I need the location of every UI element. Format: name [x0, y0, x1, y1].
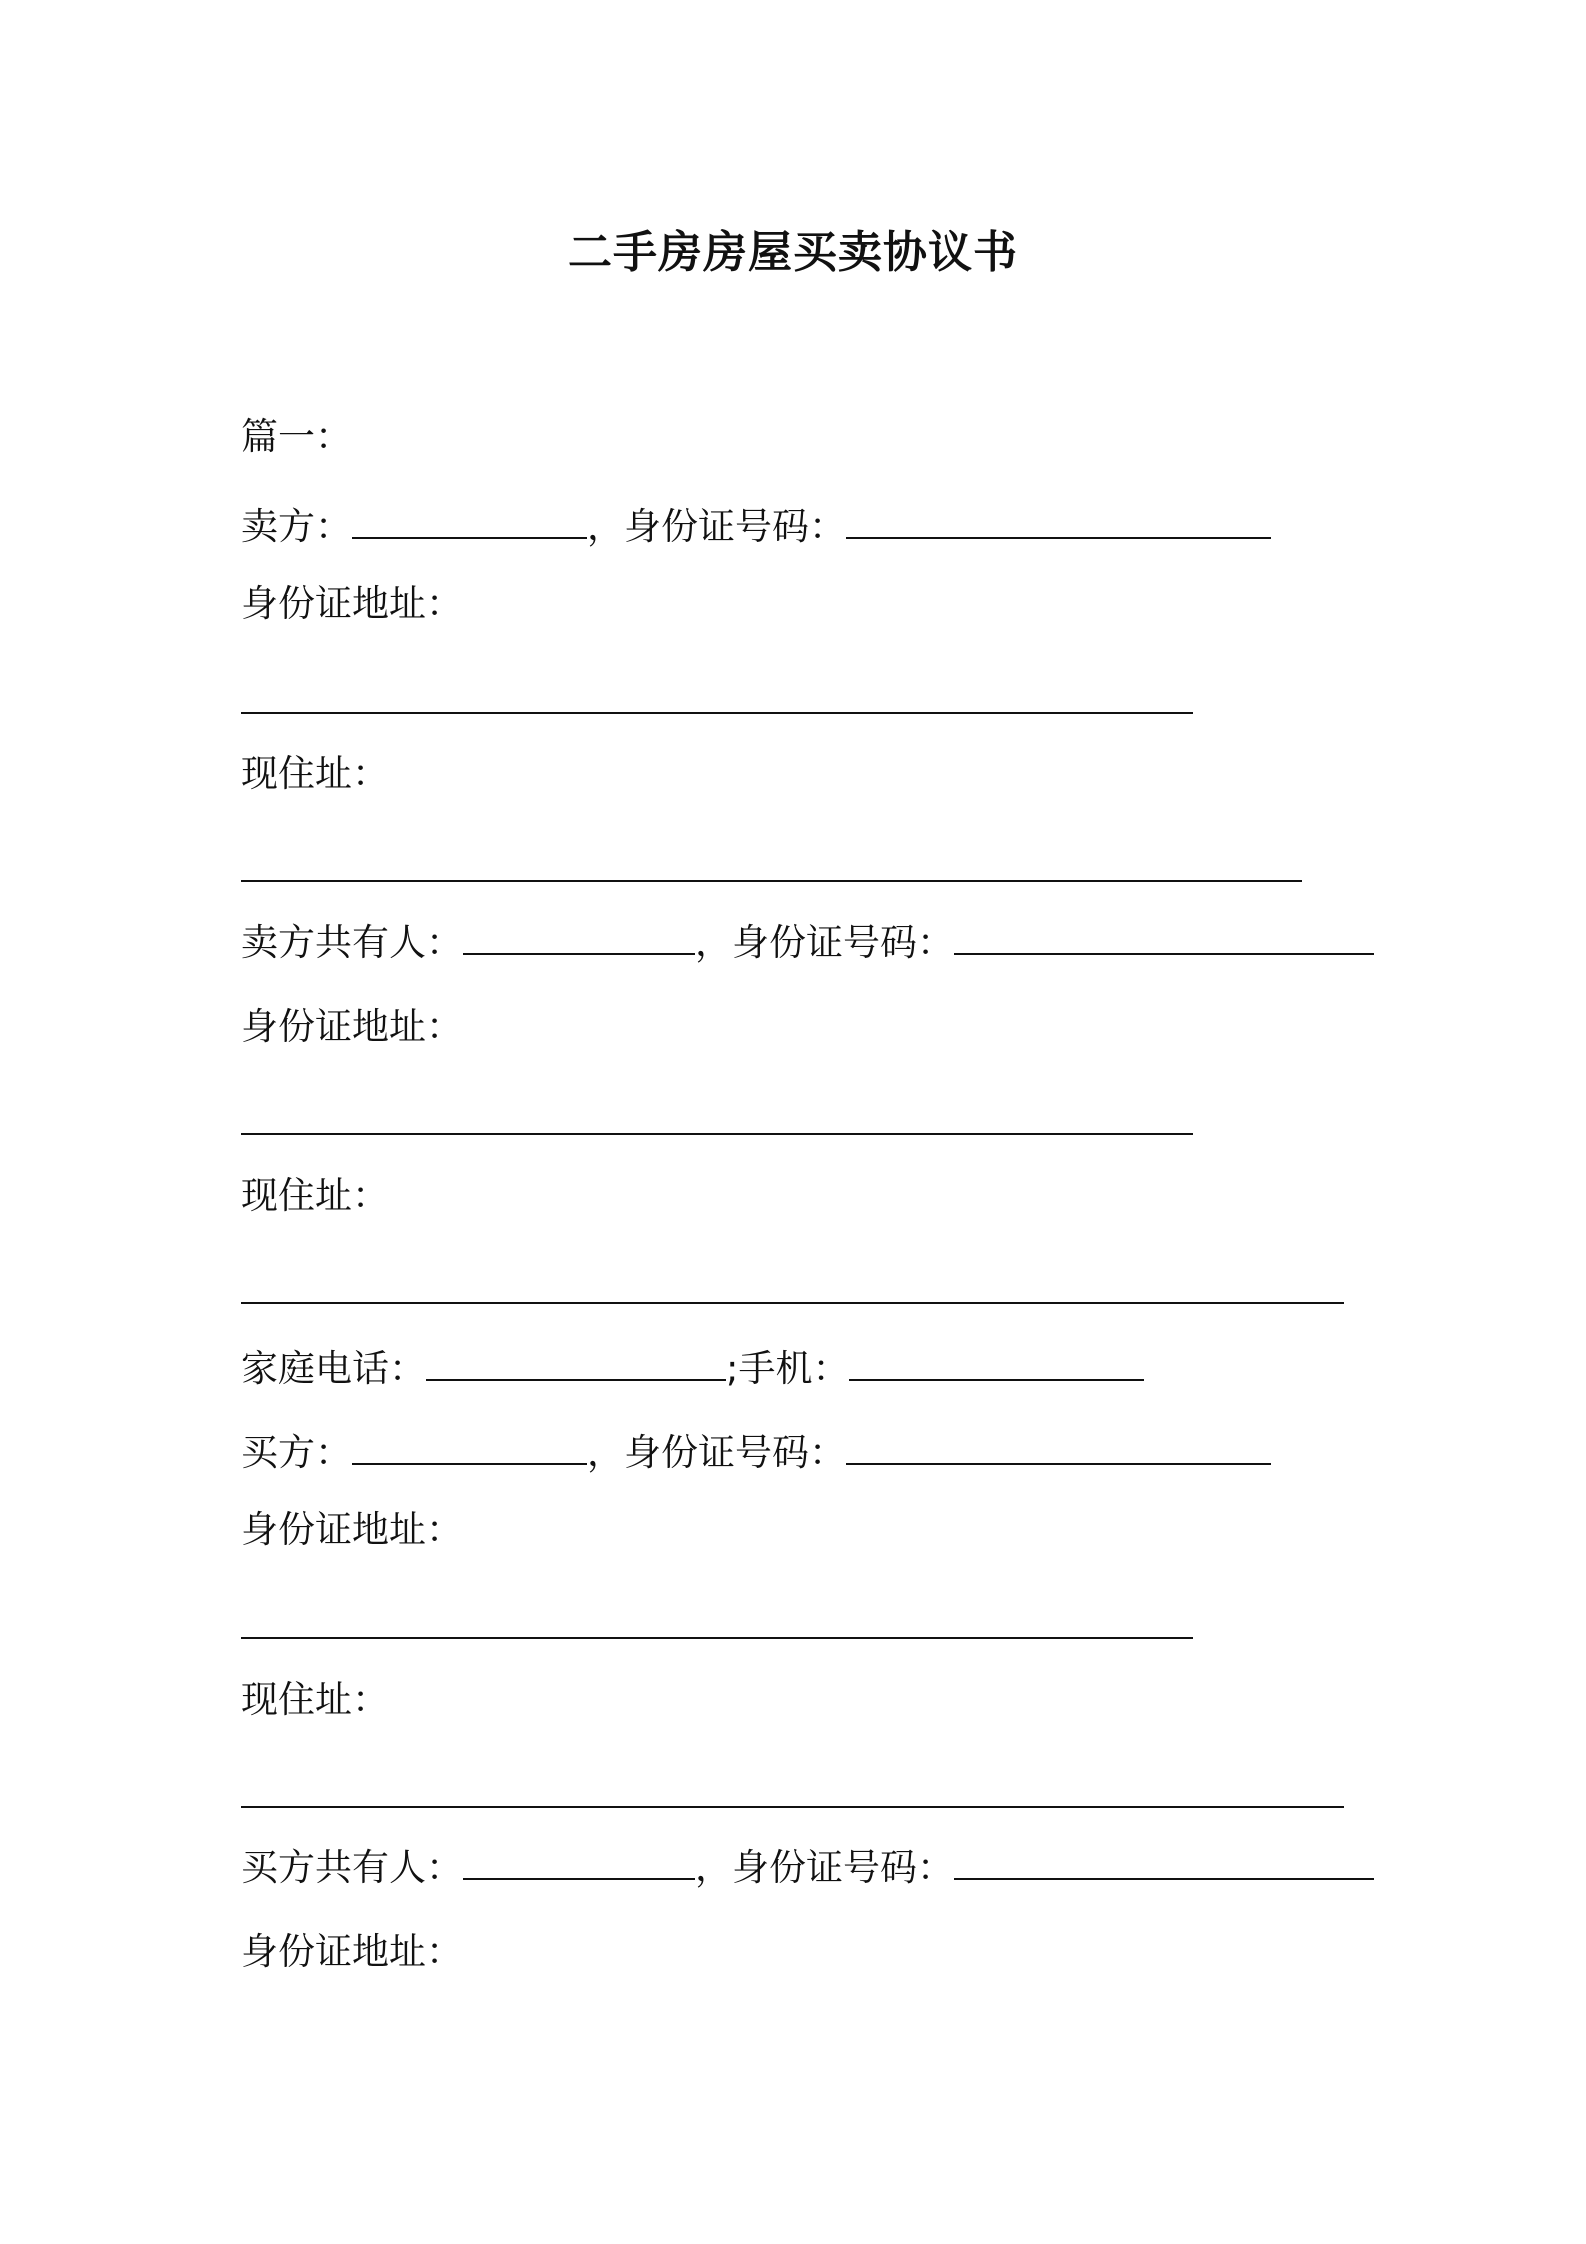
- seller-co-owner-line: [241, 918, 1374, 968]
- mobile-blank[interactable]: [849, 1345, 1144, 1381]
- document-title: 二手房房屋买卖协议书: [568, 227, 1018, 278]
- seller-co-owner-id-address-blank[interactable]: [241, 1133, 1193, 1135]
- buyer-line: [241, 1428, 1271, 1478]
- seller-current-address-blank[interactable]: [241, 880, 1302, 882]
- seller-id-label: ，身份证号码：: [587, 505, 846, 548]
- seller-co-owner-id-blank[interactable]: [954, 919, 1374, 955]
- buyer-name-blank[interactable]: [352, 1429, 587, 1465]
- buyer-co-owner-name-blank[interactable]: [463, 1844, 695, 1880]
- section-label: 篇一：: [241, 415, 352, 458]
- seller-id-address-label: 身份证地址：: [241, 582, 463, 625]
- seller-id-blank[interactable]: [846, 503, 1271, 539]
- home-phone-blank[interactable]: [426, 1345, 726, 1381]
- seller-co-owner-name-blank[interactable]: [463, 919, 695, 955]
- buyer-id-address-label: 身份证地址：: [241, 1508, 463, 1551]
- seller-current-address-label: 现住址：: [241, 752, 389, 795]
- contact-line: [241, 1344, 1144, 1394]
- buyer-co-owner-label: 买方共有人：: [241, 1846, 463, 1889]
- buyer-co-owner-id-blank[interactable]: [954, 1844, 1374, 1880]
- seller-id-address-blank[interactable]: [241, 712, 1193, 714]
- buyer-current-address-label: 现住址：: [241, 1678, 389, 1721]
- seller-co-owner-current-address-label: 现住址：: [241, 1174, 389, 1217]
- buyer-co-owner-id-label: ，身份证号码：: [695, 1846, 954, 1889]
- buyer-id-address-blank[interactable]: [241, 1637, 1193, 1639]
- seller-label: 卖方：: [241, 505, 352, 548]
- buyer-id-label: ，身份证号码：: [587, 1431, 846, 1474]
- buyer-co-owner-line: [241, 1843, 1374, 1893]
- seller-co-owner-id-label: ，身份证号码：: [695, 921, 954, 964]
- buyer-id-blank[interactable]: [846, 1429, 1271, 1465]
- buyer-label: 买方：: [241, 1431, 352, 1474]
- seller-line: [241, 502, 1271, 552]
- seller-co-owner-label: 卖方共有人：: [241, 921, 463, 964]
- home-phone-label: 家庭电话：: [241, 1347, 426, 1390]
- seller-name-blank[interactable]: [352, 503, 587, 539]
- buyer-current-address-blank[interactable]: [241, 1806, 1344, 1808]
- buyer-co-owner-id-address-label: 身份证地址：: [241, 1930, 463, 1973]
- seller-co-owner-id-address-label: 身份证地址：: [241, 1005, 463, 1048]
- seller-co-owner-current-address-blank[interactable]: [241, 1302, 1344, 1304]
- mobile-label: ;手机：: [726, 1347, 850, 1390]
